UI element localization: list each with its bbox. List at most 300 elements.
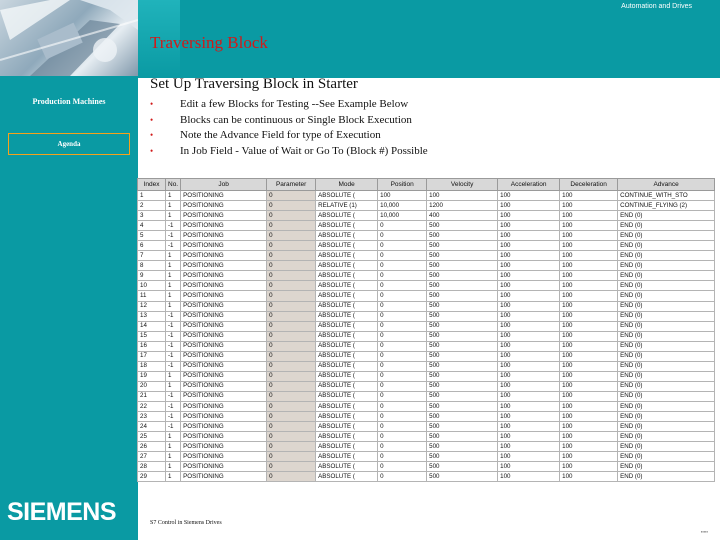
table-cell[interactable]: 0 bbox=[267, 361, 316, 371]
table-cell[interactable]: 0 bbox=[378, 321, 427, 331]
table-cell[interactable]: POSITIONING bbox=[181, 231, 267, 241]
table-row[interactable] bbox=[138, 221, 715, 231]
table-cell[interactable]: ABSOLUTE ( bbox=[316, 371, 378, 381]
table-cell[interactable]: END (0) bbox=[618, 221, 715, 231]
table-cell[interactable]: 100 bbox=[560, 412, 618, 422]
table-cell[interactable]: 100 bbox=[560, 361, 618, 371]
table-cell[interactable]: 6 bbox=[138, 241, 166, 251]
table-cell[interactable]: ABSOLUTE ( bbox=[316, 291, 378, 301]
table-cell[interactable]: 500 bbox=[427, 281, 498, 291]
table-cell[interactable]: -1 bbox=[166, 401, 181, 411]
table-cell[interactable]: 500 bbox=[427, 261, 498, 271]
table-cell[interactable]: END (0) bbox=[618, 341, 715, 351]
table-cell[interactable]: 500 bbox=[427, 251, 498, 261]
table-cell[interactable]: END (0) bbox=[618, 371, 715, 381]
table-cell[interactable]: 23 bbox=[138, 412, 166, 422]
table-cell[interactable]: 100 bbox=[498, 442, 560, 452]
table-cell[interactable]: 16 bbox=[138, 341, 166, 351]
table-cell[interactable]: 1 bbox=[166, 211, 181, 221]
table-cell[interactable]: 0 bbox=[267, 261, 316, 271]
table-cell[interactable]: 0 bbox=[267, 442, 316, 452]
table-cell[interactable]: 27 bbox=[138, 452, 166, 462]
table-cell[interactable]: POSITIONING bbox=[181, 211, 267, 221]
table-cell[interactable]: POSITIONING bbox=[181, 331, 267, 341]
table-cell[interactable]: 500 bbox=[427, 412, 498, 422]
table-cell[interactable]: POSITIONING bbox=[181, 391, 267, 401]
table-cell[interactable]: 0 bbox=[378, 452, 427, 462]
column-header[interactable]: Job bbox=[181, 179, 267, 191]
table-row[interactable] bbox=[138, 261, 715, 271]
table-cell[interactable]: 100 bbox=[498, 261, 560, 271]
table-cell[interactable]: 100 bbox=[498, 291, 560, 301]
table-row[interactable] bbox=[138, 311, 715, 321]
table-cell[interactable]: POSITIONING bbox=[181, 301, 267, 311]
table-cell[interactable]: END (0) bbox=[618, 301, 715, 311]
table-row[interactable] bbox=[138, 301, 715, 311]
column-header[interactable]: Mode bbox=[316, 179, 378, 191]
table-cell[interactable]: 100 bbox=[560, 371, 618, 381]
table-cell[interactable]: 500 bbox=[427, 462, 498, 472]
table-cell[interactable]: 100 bbox=[560, 381, 618, 391]
table-cell[interactable]: 10,000 bbox=[378, 211, 427, 221]
table-cell[interactable]: ABSOLUTE ( bbox=[316, 281, 378, 291]
table-cell[interactable]: 100 bbox=[560, 241, 618, 251]
table-row[interactable] bbox=[138, 351, 715, 361]
table-cell[interactable]: END (0) bbox=[618, 361, 715, 371]
table-cell[interactable]: POSITIONING bbox=[181, 341, 267, 351]
table-cell[interactable]: END (0) bbox=[618, 251, 715, 261]
table-cell[interactable]: END (0) bbox=[618, 432, 715, 442]
table-cell[interactable]: 19 bbox=[138, 371, 166, 381]
table-cell[interactable]: END (0) bbox=[618, 241, 715, 251]
table-cell[interactable]: 0 bbox=[378, 301, 427, 311]
table-cell[interactable]: 0 bbox=[267, 341, 316, 351]
table-cell[interactable]: 500 bbox=[427, 442, 498, 452]
table-cell[interactable]: POSITIONING bbox=[181, 381, 267, 391]
table-cell[interactable]: 100 bbox=[498, 371, 560, 381]
table-cell[interactable]: 100 bbox=[560, 351, 618, 361]
table-row[interactable] bbox=[138, 201, 715, 211]
agenda-button[interactable] bbox=[8, 133, 130, 155]
table-cell[interactable]: END (0) bbox=[618, 442, 715, 452]
table-cell[interactable]: 500 bbox=[427, 341, 498, 351]
table-cell[interactable]: POSITIONING bbox=[181, 201, 267, 211]
table-cell[interactable]: 1 bbox=[166, 472, 181, 482]
table-cell[interactable]: 100 bbox=[560, 231, 618, 241]
table-cell[interactable]: 14 bbox=[138, 321, 166, 331]
table-cell[interactable]: 500 bbox=[427, 301, 498, 311]
table-row[interactable] bbox=[138, 432, 715, 442]
table-cell[interactable]: 0 bbox=[267, 321, 316, 331]
table-cell[interactable]: -1 bbox=[166, 221, 181, 231]
table-cell[interactable]: 100 bbox=[498, 281, 560, 291]
table-cell[interactable]: 100 bbox=[560, 301, 618, 311]
table-cell[interactable]: 100 bbox=[498, 321, 560, 331]
table-cell[interactable]: 0 bbox=[267, 231, 316, 241]
table-row[interactable] bbox=[138, 341, 715, 351]
table-cell[interactable]: 1 bbox=[166, 432, 181, 442]
table-cell[interactable]: 0 bbox=[267, 371, 316, 381]
table-cell[interactable]: POSITIONING bbox=[181, 321, 267, 331]
table-cell[interactable]: 0 bbox=[267, 241, 316, 251]
table-cell[interactable]: 1 bbox=[166, 201, 181, 211]
table-cell[interactable]: POSITIONING bbox=[181, 361, 267, 371]
table-cell[interactable]: 100 bbox=[498, 211, 560, 221]
table-cell[interactable]: -1 bbox=[166, 241, 181, 251]
table-cell[interactable]: 1 bbox=[138, 191, 166, 201]
column-header[interactable]: Parameter bbox=[267, 179, 316, 191]
table-cell[interactable]: POSITIONING bbox=[181, 442, 267, 452]
table-cell[interactable]: ABSOLUTE ( bbox=[316, 432, 378, 442]
table-cell[interactable]: END (0) bbox=[618, 211, 715, 221]
table-cell[interactable]: 0 bbox=[267, 412, 316, 422]
table-cell[interactable]: 100 bbox=[498, 271, 560, 281]
table-cell[interactable]: END (0) bbox=[618, 291, 715, 301]
table-cell[interactable]: POSITIONING bbox=[181, 261, 267, 271]
table-cell[interactable]: 1 bbox=[166, 442, 181, 452]
table-cell[interactable]: 0 bbox=[267, 432, 316, 442]
table-cell[interactable]: 100 bbox=[378, 191, 427, 201]
table-row[interactable] bbox=[138, 211, 715, 221]
table-cell[interactable]: 26 bbox=[138, 442, 166, 452]
table-cell[interactable]: ABSOLUTE ( bbox=[316, 311, 378, 321]
table-cell[interactable]: 0 bbox=[378, 361, 427, 371]
table-cell[interactable]: -1 bbox=[166, 331, 181, 341]
table-cell[interactable]: POSITIONING bbox=[181, 271, 267, 281]
table-cell[interactable]: ABSOLUTE ( bbox=[316, 442, 378, 452]
table-cell[interactable]: 0 bbox=[378, 311, 427, 321]
table-cell[interactable]: 5 bbox=[138, 231, 166, 241]
table-cell[interactable]: 100 bbox=[498, 361, 560, 371]
table-cell[interactable]: END (0) bbox=[618, 381, 715, 391]
table-cell[interactable]: END (0) bbox=[618, 231, 715, 241]
table-cell[interactable]: 500 bbox=[427, 452, 498, 462]
table-cell[interactable]: 10,000 bbox=[378, 201, 427, 211]
table-cell[interactable]: 0 bbox=[267, 472, 316, 482]
table-cell[interactable]: 0 bbox=[267, 201, 316, 211]
column-header[interactable]: Index bbox=[138, 179, 166, 191]
table-cell[interactable]: 13 bbox=[138, 311, 166, 321]
table-cell[interactable]: -1 bbox=[166, 361, 181, 371]
column-header[interactable]: Velocity bbox=[427, 179, 498, 191]
table-cell[interactable]: ABSOLUTE ( bbox=[316, 401, 378, 411]
table-row[interactable] bbox=[138, 442, 715, 452]
table-cell[interactable]: 15 bbox=[138, 331, 166, 341]
table-cell[interactable]: 100 bbox=[560, 251, 618, 261]
table-cell[interactable]: 100 bbox=[560, 442, 618, 452]
table-cell[interactable]: END (0) bbox=[618, 311, 715, 321]
table-cell[interactable]: 0 bbox=[378, 241, 427, 251]
table-cell[interactable]: 500 bbox=[427, 371, 498, 381]
table-cell[interactable]: 0 bbox=[267, 211, 316, 221]
table-cell[interactable]: ABSOLUTE ( bbox=[316, 321, 378, 331]
table-cell[interactable]: ABSOLUTE ( bbox=[316, 381, 378, 391]
table-cell[interactable]: 100 bbox=[498, 381, 560, 391]
table-row[interactable] bbox=[138, 391, 715, 401]
table-cell[interactable]: 100 bbox=[498, 191, 560, 201]
table-cell[interactable]: POSITIONING bbox=[181, 422, 267, 432]
table-cell[interactable]: 0 bbox=[378, 472, 427, 482]
table-cell[interactable]: 500 bbox=[427, 221, 498, 231]
table-cell[interactable]: 1 bbox=[166, 271, 181, 281]
table-cell[interactable]: 100 bbox=[560, 261, 618, 271]
table-cell[interactable]: CONTINUE_FLYING (2) bbox=[618, 201, 715, 211]
table-cell[interactable]: ABSOLUTE ( bbox=[316, 271, 378, 281]
table-cell[interactable]: 0 bbox=[378, 462, 427, 472]
table-cell[interactable]: -1 bbox=[166, 231, 181, 241]
table-cell[interactable]: END (0) bbox=[618, 351, 715, 361]
table-cell[interactable]: ABSOLUTE ( bbox=[316, 412, 378, 422]
table-row[interactable] bbox=[138, 462, 715, 472]
table-cell[interactable]: 4 bbox=[138, 221, 166, 231]
table-cell[interactable]: 1 bbox=[166, 191, 181, 201]
table-cell[interactable]: 28 bbox=[138, 462, 166, 472]
table-cell[interactable]: 100 bbox=[427, 191, 498, 201]
table-cell[interactable]: 100 bbox=[498, 412, 560, 422]
table-cell[interactable]: 22 bbox=[138, 401, 166, 411]
table-cell[interactable]: END (0) bbox=[618, 462, 715, 472]
table-cell[interactable]: 100 bbox=[560, 452, 618, 462]
table-cell[interactable]: 1 bbox=[166, 381, 181, 391]
table-cell[interactable]: 500 bbox=[427, 311, 498, 321]
table-cell[interactable]: END (0) bbox=[618, 331, 715, 341]
table-cell[interactable]: 0 bbox=[378, 281, 427, 291]
table-cell[interactable]: 0 bbox=[378, 231, 427, 241]
table-cell[interactable]: 0 bbox=[267, 191, 316, 201]
table-row[interactable] bbox=[138, 241, 715, 251]
table-cell[interactable]: 500 bbox=[427, 472, 498, 482]
table-cell[interactable]: 7 bbox=[138, 251, 166, 261]
table-cell[interactable]: END (0) bbox=[618, 472, 715, 482]
table-cell[interactable]: 0 bbox=[267, 271, 316, 281]
column-header[interactable]: Advance bbox=[618, 179, 715, 191]
table-cell[interactable]: 0 bbox=[378, 381, 427, 391]
table-cell[interactable]: 100 bbox=[498, 201, 560, 211]
table-cell[interactable]: 100 bbox=[560, 211, 618, 221]
table-cell[interactable]: POSITIONING bbox=[181, 401, 267, 411]
column-header[interactable]: Position bbox=[378, 179, 427, 191]
table-cell[interactable]: 100 bbox=[560, 391, 618, 401]
table-cell[interactable]: 100 bbox=[560, 281, 618, 291]
table-cell[interactable]: 29 bbox=[138, 472, 166, 482]
table-cell[interactable]: 0 bbox=[267, 301, 316, 311]
table-cell[interactable]: 0 bbox=[267, 351, 316, 361]
table-cell[interactable]: 500 bbox=[427, 331, 498, 341]
table-cell[interactable]: 100 bbox=[560, 472, 618, 482]
table-cell[interactable]: END (0) bbox=[618, 321, 715, 331]
table-cell[interactable]: 2 bbox=[138, 201, 166, 211]
table-row[interactable] bbox=[138, 452, 715, 462]
table-cell[interactable]: 100 bbox=[560, 201, 618, 211]
table-cell[interactable]: 100 bbox=[498, 231, 560, 241]
table-row[interactable] bbox=[138, 321, 715, 331]
table-cell[interactable]: ABSOLUTE ( bbox=[316, 341, 378, 351]
table-cell[interactable]: 500 bbox=[427, 432, 498, 442]
table-cell[interactable]: ABSOLUTE ( bbox=[316, 422, 378, 432]
table-cell[interactable]: ABSOLUTE ( bbox=[316, 391, 378, 401]
table-cell[interactable]: 0 bbox=[267, 291, 316, 301]
table-cell[interactable]: 11 bbox=[138, 291, 166, 301]
table-row[interactable] bbox=[138, 361, 715, 371]
table-cell[interactable]: 100 bbox=[560, 221, 618, 231]
table-cell[interactable]: POSITIONING bbox=[181, 371, 267, 381]
table-cell[interactable]: POSITIONING bbox=[181, 221, 267, 231]
table-cell[interactable]: 100 bbox=[498, 462, 560, 472]
table-cell[interactable]: -1 bbox=[166, 391, 181, 401]
table-cell[interactable]: ABSOLUTE ( bbox=[316, 191, 378, 201]
table-cell[interactable]: 1 bbox=[166, 371, 181, 381]
table-row[interactable] bbox=[138, 271, 715, 281]
table-cell[interactable]: 100 bbox=[498, 391, 560, 401]
table-cell[interactable]: 0 bbox=[267, 422, 316, 432]
table-cell[interactable]: END (0) bbox=[618, 391, 715, 401]
table-row[interactable] bbox=[138, 331, 715, 341]
table-cell[interactable]: 100 bbox=[498, 301, 560, 311]
table-cell[interactable]: END (0) bbox=[618, 261, 715, 271]
table-cell[interactable]: END (0) bbox=[618, 452, 715, 462]
table-row[interactable] bbox=[138, 281, 715, 291]
table-cell[interactable]: 1 bbox=[166, 261, 181, 271]
table-cell[interactable]: 500 bbox=[427, 401, 498, 411]
table-cell[interactable]: 18 bbox=[138, 361, 166, 371]
table-cell[interactable]: -1 bbox=[166, 351, 181, 361]
table-cell[interactable]: 100 bbox=[498, 351, 560, 361]
table-cell[interactable]: 500 bbox=[427, 271, 498, 281]
table-cell[interactable]: POSITIONING bbox=[181, 241, 267, 251]
table-row[interactable] bbox=[138, 291, 715, 301]
table-cell[interactable]: ABSOLUTE ( bbox=[316, 211, 378, 221]
column-header[interactable]: Deceleration bbox=[560, 179, 618, 191]
table-cell[interactable]: 100 bbox=[498, 401, 560, 411]
table-cell[interactable]: POSITIONING bbox=[181, 251, 267, 261]
table-cell[interactable]: 500 bbox=[427, 351, 498, 361]
table-cell[interactable]: 400 bbox=[427, 211, 498, 221]
table-cell[interactable]: END (0) bbox=[618, 422, 715, 432]
table-cell[interactable]: 0 bbox=[378, 291, 427, 301]
table-cell[interactable]: 0 bbox=[267, 452, 316, 462]
table-cell[interactable]: ABSOLUTE ( bbox=[316, 221, 378, 231]
table-cell[interactable]: 0 bbox=[378, 371, 427, 381]
table-cell[interactable]: CONTINUE_WITH_STO bbox=[618, 191, 715, 201]
table-cell[interactable]: 0 bbox=[378, 422, 427, 432]
table-cell[interactable]: -1 bbox=[166, 422, 181, 432]
table-cell[interactable]: 100 bbox=[560, 432, 618, 442]
table-cell[interactable]: 100 bbox=[560, 271, 618, 281]
table-cell[interactable]: 17 bbox=[138, 351, 166, 361]
table-cell[interactable]: POSITIONING bbox=[181, 452, 267, 462]
table-cell[interactable]: 100 bbox=[560, 291, 618, 301]
table-row[interactable] bbox=[138, 191, 715, 201]
table-cell[interactable]: 100 bbox=[560, 191, 618, 201]
table-cell[interactable]: 0 bbox=[378, 412, 427, 422]
table-row[interactable] bbox=[138, 401, 715, 411]
table-cell[interactable]: POSITIONING bbox=[181, 472, 267, 482]
table-cell[interactable]: -1 bbox=[166, 311, 181, 321]
table-row[interactable] bbox=[138, 381, 715, 391]
table-cell[interactable]: END (0) bbox=[618, 401, 715, 411]
table-cell[interactable]: 1 bbox=[166, 281, 181, 291]
table-cell[interactable]: ABSOLUTE ( bbox=[316, 472, 378, 482]
table-cell[interactable]: 100 bbox=[560, 311, 618, 321]
table-cell[interactable]: 9 bbox=[138, 271, 166, 281]
table-cell[interactable]: ABSOLUTE ( bbox=[316, 331, 378, 341]
table-cell[interactable]: 25 bbox=[138, 432, 166, 442]
table-cell[interactable]: POSITIONING bbox=[181, 462, 267, 472]
table-cell[interactable]: 0 bbox=[378, 271, 427, 281]
table-cell[interactable]: 100 bbox=[498, 422, 560, 432]
table-cell[interactable]: END (0) bbox=[618, 281, 715, 291]
table-cell[interactable]: 24 bbox=[138, 422, 166, 432]
table-cell[interactable]: 1 bbox=[166, 291, 181, 301]
table-cell[interactable]: ABSOLUTE ( bbox=[316, 251, 378, 261]
table-cell[interactable]: 100 bbox=[498, 432, 560, 442]
table-cell[interactable]: 21 bbox=[138, 391, 166, 401]
table-cell[interactable]: 500 bbox=[427, 241, 498, 251]
table-cell[interactable]: 1200 bbox=[427, 201, 498, 211]
table-cell[interactable]: RELATIVE (1) bbox=[316, 201, 378, 211]
table-cell[interactable]: 0 bbox=[378, 432, 427, 442]
table-cell[interactable]: END (0) bbox=[618, 271, 715, 281]
table-cell[interactable]: 10 bbox=[138, 281, 166, 291]
table-cell[interactable]: 100 bbox=[498, 452, 560, 462]
table-cell[interactable]: 500 bbox=[427, 391, 498, 401]
table-cell[interactable]: 0 bbox=[378, 351, 427, 361]
table-cell[interactable]: 1 bbox=[166, 301, 181, 311]
table-cell[interactable]: 100 bbox=[498, 311, 560, 321]
table-cell[interactable]: ABSOLUTE ( bbox=[316, 301, 378, 311]
table-cell[interactable]: 100 bbox=[498, 221, 560, 231]
table-cell[interactable]: POSITIONING bbox=[181, 351, 267, 361]
table-cell[interactable]: 0 bbox=[267, 401, 316, 411]
table-cell[interactable]: -1 bbox=[166, 321, 181, 331]
table-cell[interactable]: POSITIONING bbox=[181, 191, 267, 201]
table-cell[interactable]: 100 bbox=[560, 321, 618, 331]
table-cell[interactable]: 100 bbox=[498, 241, 560, 251]
table-cell[interactable]: 100 bbox=[560, 462, 618, 472]
table-cell[interactable]: ABSOLUTE ( bbox=[316, 462, 378, 472]
column-header[interactable]: Acceleration bbox=[498, 179, 560, 191]
table-cell[interactable]: 100 bbox=[560, 422, 618, 432]
table-row[interactable] bbox=[138, 422, 715, 432]
table-cell[interactable]: 500 bbox=[427, 231, 498, 241]
table-cell[interactable]: POSITIONING bbox=[181, 412, 267, 422]
table-cell[interactable]: 0 bbox=[267, 311, 316, 321]
table-cell[interactable]: ABSOLUTE ( bbox=[316, 351, 378, 361]
table-cell[interactable]: 100 bbox=[498, 331, 560, 341]
table-cell[interactable]: 0 bbox=[267, 462, 316, 472]
table-cell[interactable]: POSITIONING bbox=[181, 291, 267, 301]
table-cell[interactable]: 100 bbox=[498, 341, 560, 351]
table-cell[interactable]: 1 bbox=[166, 462, 181, 472]
table-cell[interactable]: 500 bbox=[427, 361, 498, 371]
table-row[interactable] bbox=[138, 231, 715, 241]
table-cell[interactable]: 0 bbox=[378, 442, 427, 452]
table-cell[interactable]: 100 bbox=[560, 401, 618, 411]
table-cell[interactable]: 0 bbox=[267, 221, 316, 231]
table-cell[interactable]: 0 bbox=[267, 391, 316, 401]
table-cell[interactable]: 0 bbox=[267, 381, 316, 391]
table-cell[interactable]: 100 bbox=[498, 472, 560, 482]
table-cell[interactable]: 0 bbox=[378, 331, 427, 341]
table-cell[interactable]: 1 bbox=[166, 251, 181, 261]
table-cell[interactable]: 8 bbox=[138, 261, 166, 271]
table-cell[interactable]: END (0) bbox=[618, 412, 715, 422]
table-cell[interactable]: ABSOLUTE ( bbox=[316, 261, 378, 271]
table-cell[interactable]: 0 bbox=[378, 401, 427, 411]
table-cell[interactable]: 0 bbox=[378, 391, 427, 401]
table-cell[interactable]: ABSOLUTE ( bbox=[316, 231, 378, 241]
table-cell[interactable]: ABSOLUTE ( bbox=[316, 452, 378, 462]
